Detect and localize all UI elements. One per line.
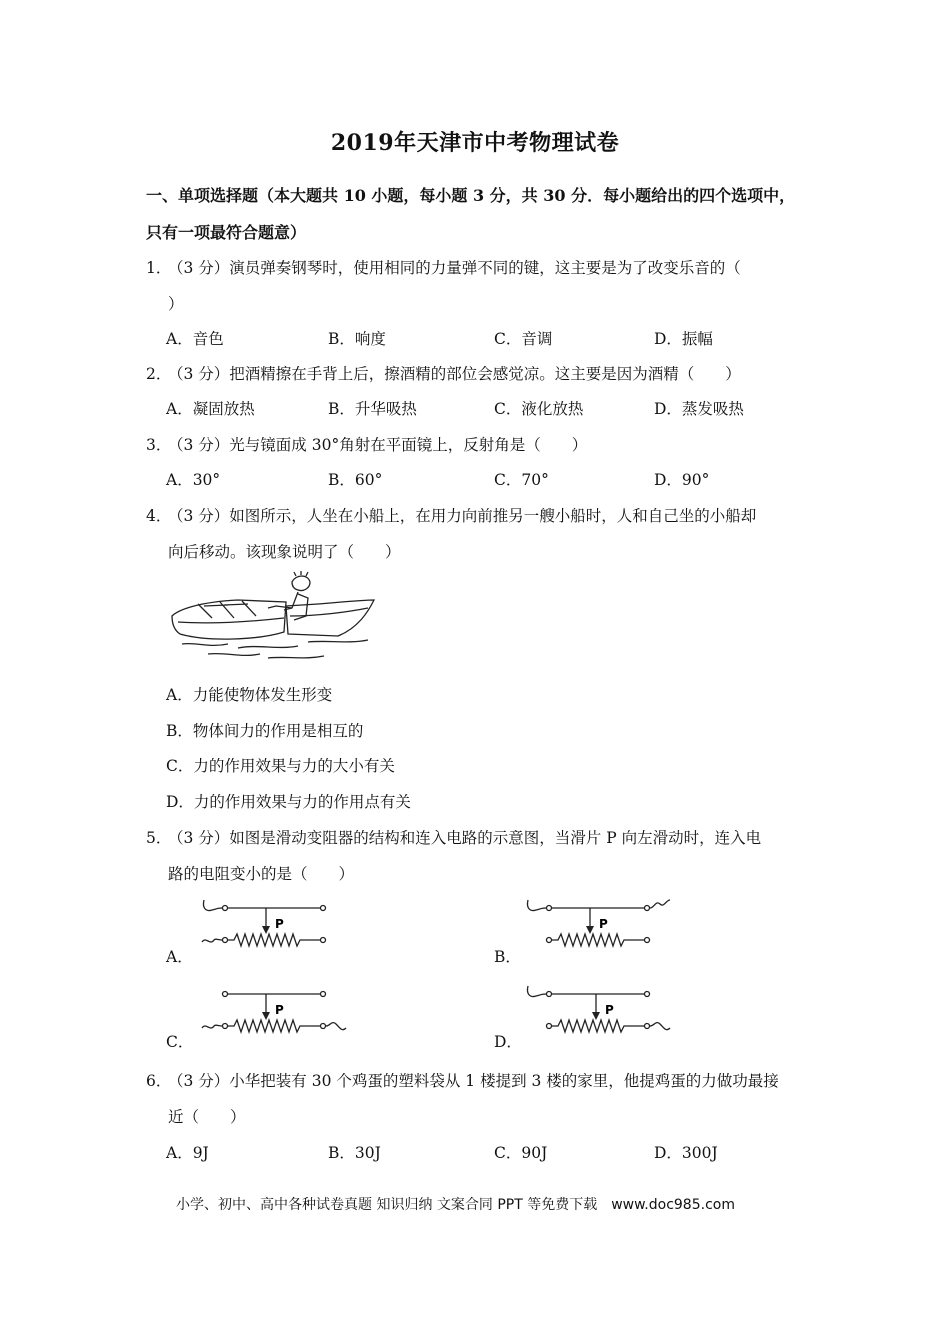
page-title: 2019年天津市中考物理试卷 [330, 130, 620, 156]
q6-option-d: D．300J [654, 1144, 718, 1162]
rheostat-figure-a [200, 896, 335, 956]
question-3-number: 3． [146, 436, 172, 454]
question-6-text: （3 分）小华把装有 30 个鸡蛋的塑料袋从 1 楼提到 3 楼的家里，他提鸡蛋的力做功最接 [168, 1072, 779, 1090]
rheostat-figure-c [200, 982, 350, 1042]
q4-option-d: D．力的作用效果与力的作用点有关 [166, 793, 411, 811]
question-6-text-cont: 近（ ） [168, 1108, 246, 1126]
question-4-text: （3 分）如图所示，人坐在小船上，在用力向前推另一艘小船时，人和自己坐的小船却 [168, 507, 757, 525]
q3-option-b: B．60° [328, 471, 383, 489]
q5-option-b: B． [494, 948, 521, 966]
question-1-number: 1． [146, 259, 172, 277]
q4-option-b: B．物体间力的作用是相互的 [166, 722, 364, 740]
q3-option-c: C．70° [494, 471, 549, 489]
slider-label-d: P [605, 1003, 614, 1017]
section-heading-line1: 一、单项选择题（本大题共 10 小题，每小题 3 分，共 30 分．每小题给出的四个选项中， [146, 186, 796, 205]
question-5-text: （3 分）如图是滑动变阻器的结构和连入电路的示意图，当滑片 P 向左滑动时，连入电 [168, 829, 762, 847]
question-4-number: 4． [146, 507, 172, 525]
question-2-number: 2． [146, 365, 172, 383]
slider-label-c: P [275, 1003, 284, 1017]
q1-option-d: D．振幅 [654, 330, 713, 348]
q2-option-c: C．液化放热 [494, 400, 584, 418]
rheostat-figure-d [524, 982, 674, 1042]
q6-option-c: C．90J [494, 1144, 548, 1162]
q2-option-a: A．凝固放热 [166, 400, 255, 418]
q2-option-d: D．蒸发吸热 [654, 400, 744, 418]
question-2-text: （3 分）把酒精擦在手背上后，擦酒精的部位会感觉凉。这主要是因为酒精（ ） [168, 365, 741, 383]
q4-option-a: A．力能使物体发生形变 [166, 686, 333, 704]
section-heading-line2: 只有一项最符合题意） [146, 223, 307, 242]
slider-label-b: P [599, 917, 608, 931]
question-3-text: （3 分）光与镜面成 30°角射在平面镜上，反射角是（ ） [168, 436, 588, 454]
question-4-text-cont: 向后移动。该现象说明了（ ） [168, 543, 401, 561]
q2-option-b: B．升华吸热 [328, 400, 417, 418]
question-5-number: 5． [146, 829, 172, 847]
q1-option-c: C．音调 [494, 330, 553, 348]
q3-option-a: A．30° [166, 471, 221, 489]
q5-option-a: A． [166, 948, 193, 966]
rheostat-figure-b [524, 896, 674, 956]
q3-option-d: D．90° [654, 471, 710, 489]
question-6-number: 6． [146, 1072, 172, 1090]
question-1-text: （3 分）演员弹奏钢琴时，使用相同的力量弹不同的键，这主要是为了改变乐音的（ [168, 259, 741, 277]
q5-option-d: D． [494, 1033, 522, 1051]
q1-option-b: B．响度 [328, 330, 386, 348]
q1-option-a: A．音色 [166, 330, 224, 348]
slider-label-a: P [275, 917, 284, 931]
q4-option-c: C．力的作用效果与力的大小有关 [166, 757, 395, 775]
question-1-text-cont: ） [168, 295, 184, 313]
page-footer: 小学、初中、高中各种试卷真题 知识归纳 文案合同 PPT 等免费下载 www.doc985.com [176, 1197, 735, 1213]
q6-option-b: B．30J [328, 1144, 381, 1162]
boats-figure [168, 572, 378, 664]
q6-option-a: A．9J [166, 1144, 209, 1162]
question-5-text-cont: 路的电阻变小的是（ ） [168, 865, 355, 883]
q5-option-c: C． [166, 1033, 194, 1051]
